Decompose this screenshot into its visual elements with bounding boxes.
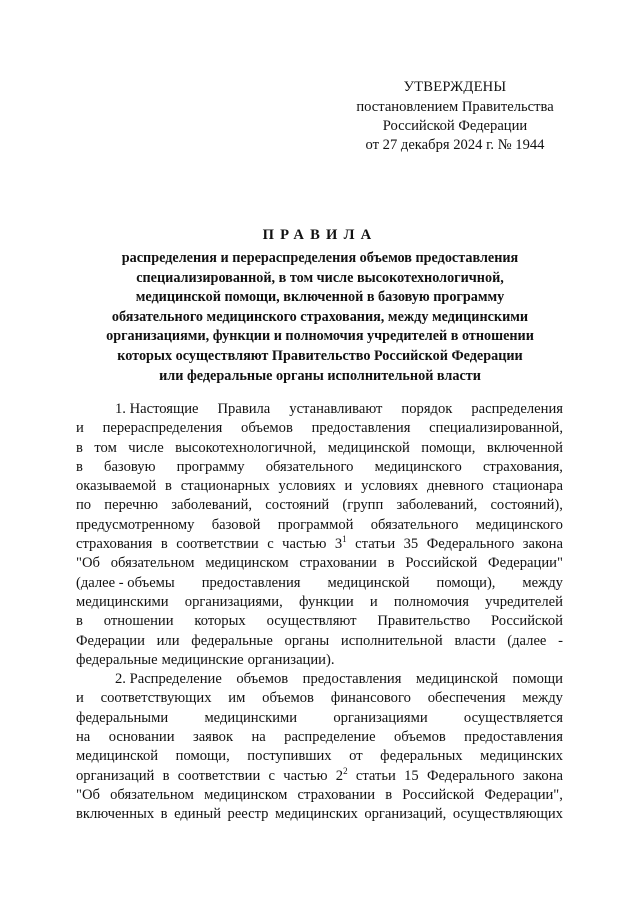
word: помощи, — [175, 748, 230, 765]
word: частью — [282, 536, 327, 553]
word: власти — [454, 632, 496, 649]
text-line — [76, 728, 563, 747]
word: предоставления — [201, 574, 301, 591]
word: организации). — [247, 651, 335, 668]
word: медицинскими — [76, 593, 169, 610]
approval-line: Российской Федерации — [382, 118, 528, 134]
text-line — [76, 805, 563, 824]
word: Федерации — [76, 632, 145, 649]
subtitle-line: которых осуществляют Правительство Российской Федерации — [117, 347, 523, 364]
word: частью — [283, 767, 328, 784]
word: помощи, — [421, 439, 476, 456]
word: специализированной, — [429, 420, 563, 437]
word: медицинскими — [204, 709, 298, 726]
word: условиях — [278, 478, 336, 495]
subtitle-line: медицинской помощи, включенной в базовую программу — [135, 289, 505, 306]
word: объемов — [393, 729, 446, 746]
word: заболеваний, — [396, 497, 478, 514]
word: помощи — [512, 671, 563, 688]
word: на — [76, 729, 91, 746]
word: программу — [176, 458, 245, 475]
word: организаций — [76, 767, 155, 784]
approval-line: от 27 декабря 2024 г. № 1944 — [365, 137, 545, 153]
subtitle-line: или федеральные органы исполнительной власти — [159, 367, 481, 384]
word: числе — [128, 439, 164, 456]
word: финансового — [330, 690, 411, 707]
word: Российской — [402, 786, 475, 803]
word: перечню — [104, 497, 159, 514]
word: реестр — [227, 806, 269, 823]
text-line — [76, 400, 563, 419]
word: страхования, — [482, 458, 563, 475]
word: перераспределения — [102, 420, 223, 437]
word: осуществляющих — [452, 806, 563, 823]
text-line — [76, 612, 563, 631]
text-line — [76, 419, 563, 438]
word: закона — [522, 767, 563, 784]
text-line — [76, 477, 563, 496]
document-title: ПРАВИЛА — [262, 227, 378, 243]
approval-line: постановлением Правительства — [356, 99, 554, 115]
word: с — [267, 536, 274, 553]
word: обязательном — [110, 555, 195, 572]
word: статьи — [355, 767, 396, 784]
superscript: 1 — [342, 534, 347, 545]
text-line — [76, 574, 563, 593]
word: базовой — [211, 516, 261, 533]
word: в — [160, 806, 168, 823]
word: учредителей — [485, 593, 563, 610]
superscript: 2 — [343, 765, 348, 776]
word: заявок — [192, 729, 234, 746]
word: страхования — [76, 536, 153, 553]
word: Федерации" — [488, 555, 563, 572]
word: обязательного — [370, 516, 459, 533]
word: медицинских — [480, 748, 563, 765]
word: медицинской — [327, 439, 410, 456]
word: (групп — [342, 497, 384, 514]
text-line — [76, 593, 563, 612]
word: (далее — [507, 632, 547, 649]
text-line — [76, 496, 563, 515]
subtitle-line: распределения и перераспределения объемов предоставления — [121, 250, 519, 266]
word: исполнительной — [340, 632, 443, 649]
word: Российской — [405, 555, 478, 572]
word: программой — [277, 516, 354, 533]
word: помощи), — [436, 574, 496, 591]
word: соответствии — [177, 767, 261, 784]
word: и — [369, 593, 378, 610]
text-line — [76, 516, 563, 535]
paragraph-2 — [76, 670, 563, 824]
word: федеральные — [191, 632, 273, 649]
word: "Об — [76, 786, 100, 803]
text-line — [76, 554, 563, 573]
word: и — [344, 478, 353, 495]
word: 2. Распределение — [115, 671, 222, 688]
word: медицинские — [161, 651, 244, 668]
word: основании — [108, 729, 175, 746]
word: в — [387, 555, 395, 572]
document-body — [76, 400, 563, 825]
word: оказываемой — [76, 478, 157, 495]
word: соответствии — [176, 536, 259, 553]
word: статьи — [355, 536, 396, 553]
text-line — [76, 458, 563, 477]
word: поступивших — [247, 748, 332, 765]
word: страховании — [297, 786, 375, 803]
word: страховании — [299, 555, 377, 572]
word: медицинской — [415, 671, 499, 688]
word: условиях — [361, 478, 419, 495]
word: обязательного — [265, 458, 354, 475]
word: стационарных — [180, 478, 270, 495]
document-subtitle — [80, 249, 560, 386]
word: осуществляют — [266, 613, 357, 630]
word: или — [156, 632, 180, 649]
subtitle-line: организациями, функции и полномочия учредителей в отношении — [106, 328, 534, 345]
word: и — [76, 420, 84, 437]
word: медицинском — [205, 555, 289, 572]
approved-heading: УТВЕРЖДЕНЫ — [403, 79, 507, 95]
text-line — [76, 767, 563, 786]
text-line — [76, 689, 563, 708]
word: которых — [194, 613, 246, 630]
word: осуществляется — [463, 709, 563, 726]
word: стационара — [492, 478, 563, 495]
word: федеральные — [76, 651, 158, 668]
approval-block — [330, 78, 580, 155]
word: медицинского — [475, 516, 563, 533]
word: состояний — [265, 497, 330, 514]
word: устанавливают — [289, 401, 383, 417]
word: между — [522, 690, 563, 707]
word: предоставления — [302, 671, 402, 688]
word: дневного — [427, 478, 484, 495]
word: объемов — [241, 420, 293, 437]
word: в — [162, 767, 170, 784]
word: объемов — [262, 690, 314, 707]
word: состояний), — [490, 497, 563, 514]
text-line — [76, 747, 563, 766]
word: Федерального — [426, 767, 515, 784]
word: полномочия — [393, 593, 469, 610]
word: объемов — [236, 671, 289, 688]
word: с — [268, 767, 276, 784]
text-line — [76, 670, 563, 689]
word: органы — [284, 632, 330, 649]
text-line — [76, 709, 563, 728]
word: на — [251, 729, 266, 746]
text-line — [76, 651, 563, 670]
word: $2^2$ — [335, 765, 348, 784]
text-line — [76, 439, 563, 458]
word: федеральными — [76, 709, 169, 726]
word: базовую — [104, 458, 156, 475]
word: закона — [522, 536, 563, 553]
word: "Об — [76, 555, 100, 572]
subtitle-line: специализированной, в том числе высокотехнологичной, — [136, 269, 504, 286]
word: Федерального — [426, 536, 515, 553]
word: $3^1$ — [334, 534, 347, 553]
word: организациями, — [184, 593, 283, 610]
word: медицинском — [204, 786, 288, 803]
word: распределение — [284, 729, 376, 746]
word: между — [522, 574, 563, 591]
word: предусмотренному — [76, 516, 195, 533]
word: функции — [298, 593, 354, 610]
word: том — [94, 439, 117, 456]
text-line — [76, 535, 563, 554]
subtitle-line: обязательного медицинского страхования, между медицинскими — [111, 308, 529, 325]
word: организациями — [333, 709, 428, 726]
word: предоставления — [311, 420, 411, 437]
word: - — [558, 632, 563, 649]
word: заболеваний, — [171, 497, 253, 514]
word: и — [76, 690, 84, 707]
word: в — [165, 478, 172, 495]
word: обязательном — [110, 786, 194, 803]
word: организаций, — [364, 806, 447, 823]
word: включенных — [76, 806, 155, 823]
word: отношении — [103, 613, 174, 630]
word: Российской — [491, 613, 563, 630]
word: обеспечения — [427, 690, 506, 707]
word: 1. Настоящие — [115, 401, 199, 417]
paragraph-1 — [76, 400, 563, 670]
word: 35 — [403, 536, 419, 553]
text-line — [76, 632, 563, 651]
word: 15 — [404, 767, 419, 784]
word: соответствующих — [100, 690, 212, 707]
word: высокотехнологичной, — [175, 439, 317, 456]
word: Правительство — [377, 613, 471, 630]
word: в — [76, 439, 83, 456]
word: (далее - объемы — [76, 574, 175, 591]
word: медицинских — [274, 806, 358, 823]
word: медицинской — [76, 748, 159, 765]
word: Федерации", — [484, 786, 563, 803]
text-line — [76, 786, 563, 805]
word: от — [349, 748, 363, 765]
word: единый — [174, 806, 222, 823]
word: им — [228, 690, 246, 707]
word: в — [76, 613, 83, 630]
word: порядок — [401, 401, 453, 417]
word: в — [160, 536, 168, 553]
word: включенной — [486, 439, 563, 456]
word: предоставления — [464, 729, 563, 746]
word: по — [76, 497, 92, 514]
word: медицинской — [327, 574, 410, 591]
word: в — [385, 786, 393, 803]
word: распределения — [471, 401, 563, 417]
word: федеральных — [380, 748, 463, 765]
word: Правила — [217, 401, 271, 417]
word: медицинского — [374, 458, 462, 475]
word: в — [76, 458, 83, 475]
